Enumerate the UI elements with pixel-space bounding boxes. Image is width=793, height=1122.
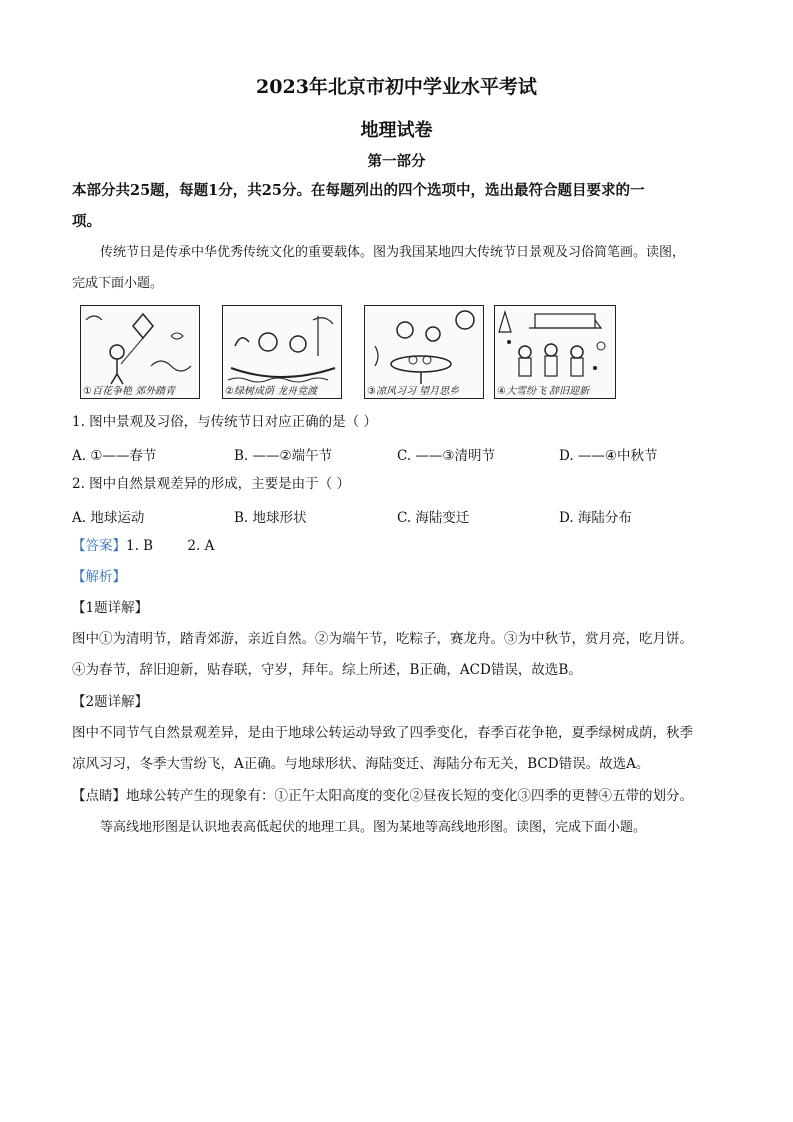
intro-line-1: 传统节日是传承中华优秀传统文化的重要载体。图为我国某地四大传统节日景观及习俗简笔画。读图，	[100, 245, 686, 260]
tip-label: 【点睛】	[72, 788, 126, 804]
q2-option-c: C. 海陆变迁	[397, 510, 470, 526]
detail-2-label: 【2题详解】	[72, 694, 149, 710]
q1-option-a: A. ①——春节	[72, 448, 157, 464]
detail-2-line-1: 图中不同节气自然景观差异，是由于地球公转运动导致了四季变化，春季百花争艳，夏季绿树成荫，秋季	[72, 725, 693, 741]
detail-1-line-1: 图中①为清明节，踏青郊游，亲近自然。②为端午节，吃粽子，赛龙舟。③为中秋节，赏月亮，吃月饼。	[72, 631, 693, 647]
answer-row	[72, 536, 214, 556]
tip-text: 地球公转产生的现象有：①正午太阳高度的变化②昼夜长短的变化③四季的更替④五带的划分。	[126, 788, 693, 804]
instructions-line-2: 项。	[72, 213, 101, 230]
figure-spring	[80, 305, 200, 399]
intro-line-2: 完成下面小题。	[72, 276, 164, 291]
q2-option-a: A. 地球运动	[72, 510, 145, 526]
section-heading: 第一部分	[367, 153, 426, 170]
figure-caption-4: ④大雪纷飞 辞旧迎新	[497, 386, 590, 397]
detail-1-label: 【1题详解】	[72, 600, 149, 616]
instructions-line-1: 本部分共25题，每题1分，共25分。在每题列出的四个选项中，选出最符合题目要求的一	[72, 182, 645, 199]
next-intro: 等高线地形图是认识地表高低起伏的地理工具。图为某地等高线地形图。读图，完成下面小题。	[100, 820, 647, 835]
exam-subtitle: 地理试卷	[360, 120, 433, 141]
figure-caption-3: ③凉风习习 望月思乡	[367, 386, 460, 397]
figure-summer	[222, 305, 342, 399]
figure-caption-1: ①百花争艳 郊外踏青	[83, 386, 176, 397]
analysis-label: 【解析】	[72, 569, 126, 585]
q2-option-d: D. 海陆分布	[559, 510, 632, 526]
detail-2-line-2: 凉风习习，冬季大雪纷飞，A正确。与地球形状、海陆变迁、海陆分布无关，BCD错误。故选A。	[72, 756, 650, 772]
q1-option-b: B. ——②端午节	[234, 448, 333, 464]
answer-label: 【答案】	[72, 538, 126, 554]
figure-winter	[494, 305, 616, 399]
q2-option-b: B. 地球形状	[234, 510, 307, 526]
exam-title: 2023年北京市初中学业水平考试	[256, 76, 537, 98]
question-2-stem: 2. 图中自然景观差异的形成，主要是由于（ ）	[72, 476, 350, 492]
answer-value: 1. B 2. A	[126, 538, 215, 554]
detail-1-line-2: ④为春节，辞旧迎新，贴春联，守岁，拜年。综上所述，B正确，ACD错误，故选B。	[72, 662, 582, 678]
q1-option-d: D. ——④中秋节	[559, 448, 658, 464]
figure-caption-2: ②绿树成荫 龙舟竞渡	[225, 386, 318, 397]
figure-autumn	[364, 305, 484, 399]
tip-row	[72, 786, 693, 806]
question-1-stem: 1. 图中景观及习俗，与传统节日对应正确的是（ ）	[72, 414, 377, 430]
q1-option-c: C. ——③清明节	[397, 448, 496, 464]
